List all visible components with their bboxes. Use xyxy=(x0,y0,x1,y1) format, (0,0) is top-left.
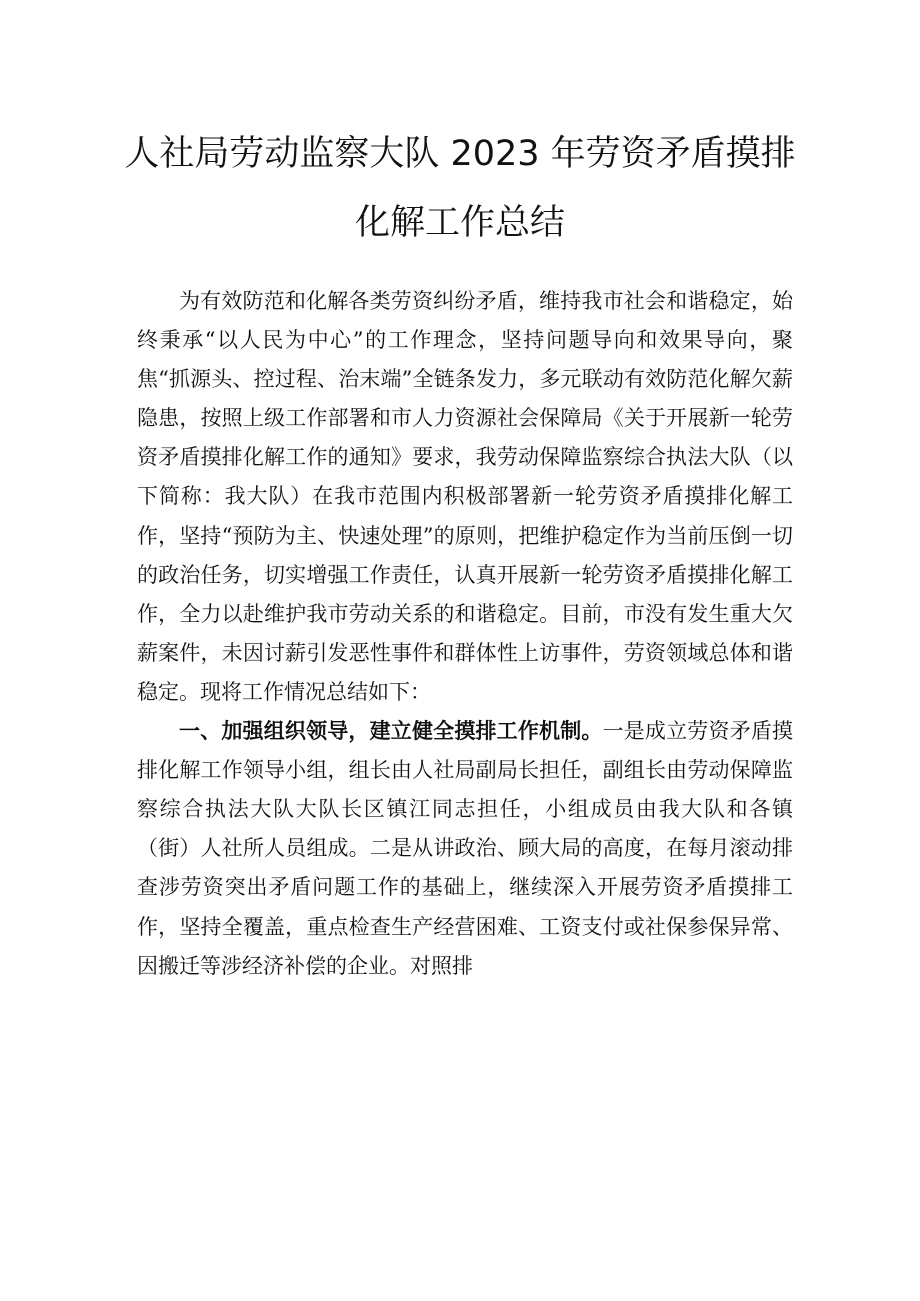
section-1-text: 一是成立劳资矛盾摸排化解工作领导小组，组长由人社局副局长担任，副组长由劳动保障监察综合执法大队大队长区镇江同志担任，小组成员由我大队和各镇（街）人社所人员组成。二是从讲政治、顾大局的高度，在每月滚动排查涉劳资突出矛盾问题工作的基础上，继续深入开展劳资矛盾摸排工作，坚持全覆盖，重点检查生产经营困难、工资支付或社保参保异常、因搬迁等涉经济补偿的企业。对照排 xyxy=(137,719,794,978)
section-1-paragraph xyxy=(137,712,793,986)
document-body xyxy=(137,282,793,986)
intro-paragraph: 为有效防范和化解各类劳资纠纷矛盾，维持我市社会和谐稳定，始终秉承“以人民为中心”的工作理念，坚持问题导向和效果导向，聚焦“抓源头、控过程、治末端”全链条发力，多元联动有效防范化解欠薪隐患，按照上级工作部署和市人力资源社会保障局《关于开展新一轮劳资矛盾摸排化解工作的通知》要求，我劳动保障监察综合执法大队（以下简称：我大队）在我市范围内积极部署新一轮劳资矛盾摸排化解工作，坚持“预防为主、快速处理”的原则，把维护稳定作为当前压倒一切的政治任务，切实增强工作责任，认真开展新一轮劳资矛盾摸排化解工作，全力以赴维护我市劳动关系的和谐稳定。目前，市没有发生重大欠薪案件，未因讨薪引发恶性事件和群体性上访事件，劳资领域总体和谐稳定。现将工作情况总结如下： xyxy=(137,289,793,704)
document-title-line-2: 化解工作总结 xyxy=(354,203,565,243)
document-title-line-1: 人社局劳动监察大队 2023 年劳资矛盾摸排 xyxy=(124,134,796,174)
section-1-heading: 一、加强组织领导，建立健全摸排工作机制。 xyxy=(179,719,603,744)
